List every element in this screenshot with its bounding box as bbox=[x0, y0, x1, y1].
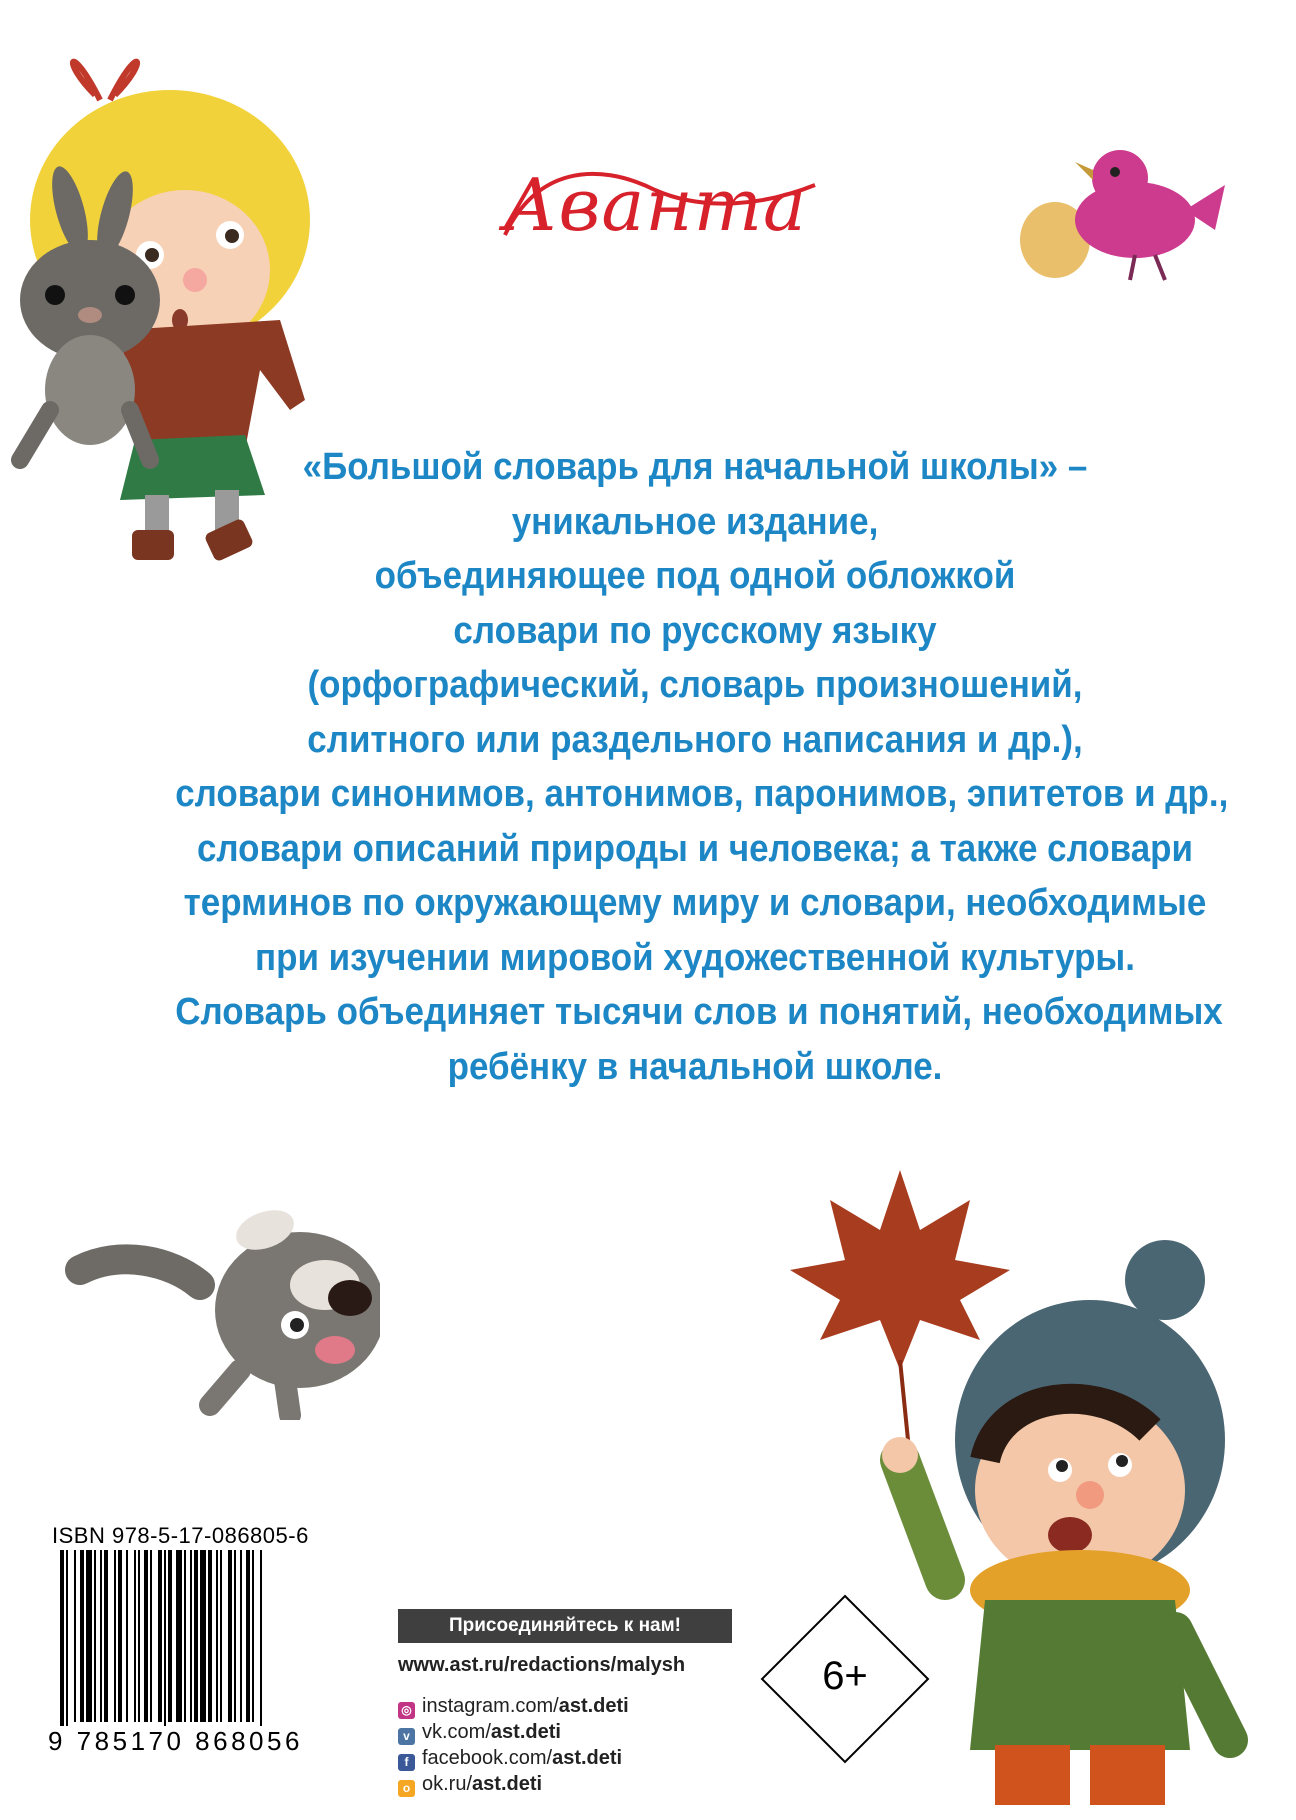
social-odnoklassniki[interactable] bbox=[398, 1771, 718, 1797]
barcode-bar bbox=[86, 1550, 92, 1722]
flying-dog-illustration bbox=[60, 1190, 380, 1420]
instagram-icon: ◎ bbox=[398, 1702, 415, 1719]
description-line: словари описаний природы и человека; а также словари bbox=[196, 827, 1194, 870]
description-line: Словарь объединяет тысячи слов и понятий, необходимых bbox=[175, 991, 1223, 1033]
barcode-bar bbox=[234, 1550, 236, 1722]
description-line: уникальное издание, bbox=[511, 500, 879, 543]
barcode-bar bbox=[216, 1550, 218, 1722]
social-prefix: instagram.com/ bbox=[422, 1695, 559, 1717]
publisher-logo-text: Аванта bbox=[503, 163, 807, 247]
barcode-bar bbox=[74, 1550, 76, 1722]
vk-icon: v bbox=[398, 1728, 415, 1745]
facebook-icon: f bbox=[398, 1754, 415, 1771]
social-prefix: facebook.com/ bbox=[422, 1747, 553, 1769]
description-line: (орфографический, словарь произношений, bbox=[307, 664, 1083, 706]
barcode-bar bbox=[126, 1550, 128, 1722]
barcode-bar bbox=[246, 1550, 250, 1722]
barcode-bar bbox=[138, 1550, 140, 1722]
barcode-bar bbox=[60, 1550, 64, 1740]
barcode-bar bbox=[260, 1550, 262, 1740]
barcode-bar bbox=[194, 1550, 198, 1722]
barcode-bar bbox=[208, 1550, 212, 1722]
barcode-bar bbox=[80, 1550, 84, 1722]
join-us-banner: Присоединяйтесь к нам! bbox=[398, 1609, 732, 1643]
bird-with-cookie-illustration bbox=[1015, 140, 1230, 290]
description-line: объединяющее под одной обложкой bbox=[374, 555, 1016, 597]
barcode-bar bbox=[252, 1550, 254, 1722]
barcode-bars bbox=[48, 1550, 343, 1740]
social-vk[interactable] bbox=[398, 1719, 718, 1745]
barcode-bar bbox=[94, 1550, 96, 1722]
barcode-bar bbox=[144, 1550, 148, 1722]
barcode-bar bbox=[190, 1550, 192, 1722]
description-line: слитного или раздельного написания и др.), bbox=[307, 718, 1083, 761]
barcode-bar bbox=[240, 1550, 242, 1722]
description-line: «Большой словарь для начальной школы» – bbox=[302, 446, 1088, 488]
barcode-digits: 9 785170 868056 bbox=[48, 1726, 348, 1757]
isbn-label: ISBN 978-5-17-086805-6 bbox=[52, 1523, 309, 1548]
barcode-bar bbox=[164, 1550, 166, 1740]
description-line: терминов по окружающему миру и словари, необходимые bbox=[183, 882, 1207, 924]
social-handle: ast.deti bbox=[558, 1695, 629, 1717]
age-rating: 6+ bbox=[822, 1654, 868, 1698]
description-line: ребёнку в начальной школе. bbox=[447, 1045, 943, 1088]
social-instagram[interactable] bbox=[398, 1693, 718, 1719]
description-line: словари по русскому языку bbox=[453, 609, 937, 652]
description-line: при изучении мировой художественной культуры. bbox=[254, 936, 1135, 979]
barcode-bar bbox=[100, 1550, 102, 1722]
barcode-bar bbox=[134, 1550, 136, 1722]
barcode-bar bbox=[200, 1550, 206, 1722]
barcode-bar bbox=[228, 1550, 232, 1722]
social-handle: ast.deti bbox=[490, 1721, 561, 1743]
social-prefix: vk.com/ bbox=[422, 1721, 491, 1743]
odnoklassniki-icon: o bbox=[398, 1780, 415, 1797]
barcode-bar bbox=[176, 1550, 182, 1722]
barcode-bar bbox=[150, 1550, 152, 1722]
barcode-bar bbox=[118, 1550, 122, 1722]
barcode-bar bbox=[168, 1550, 172, 1722]
barcode-bar bbox=[220, 1550, 222, 1722]
barcode-bar bbox=[114, 1550, 116, 1722]
publisher-logo bbox=[475, 150, 835, 260]
social-facebook[interactable] bbox=[398, 1745, 718, 1771]
description-line: словари синонимов, антонимов, паронимов, эпитетов и др., bbox=[175, 773, 1229, 815]
barcode-bar bbox=[104, 1550, 108, 1722]
social-prefix: ok.ru/ bbox=[422, 1773, 473, 1795]
social-handle: ast.deti bbox=[472, 1773, 543, 1795]
social-handle: ast.deti bbox=[552, 1747, 623, 1769]
website-link[interactable]: www.ast.ru/redactions/malysh bbox=[398, 1654, 686, 1676]
book-description bbox=[175, 440, 1229, 1094]
barcode-bar bbox=[158, 1550, 162, 1722]
barcode-bar bbox=[184, 1550, 186, 1722]
barcode-bar bbox=[66, 1550, 68, 1740]
